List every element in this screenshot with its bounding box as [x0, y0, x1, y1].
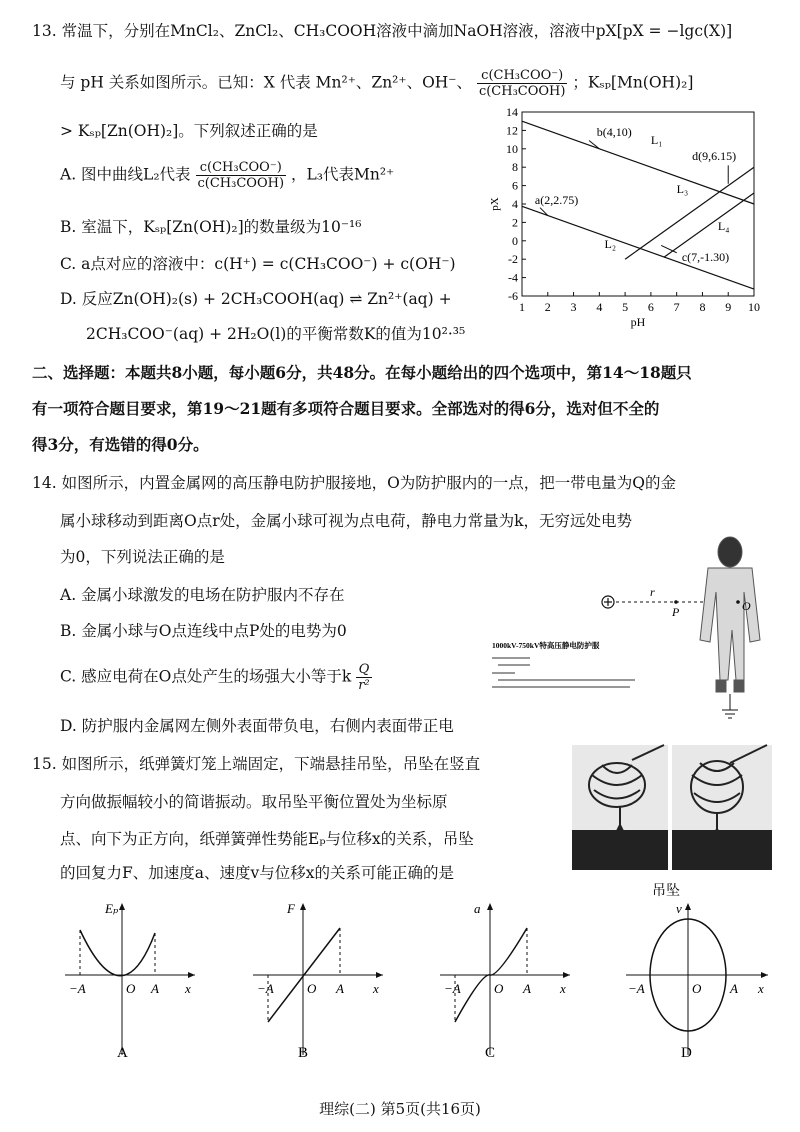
q14-option-d: D. 防护服内金属网左侧外表面带负电，右侧内表面带正电 [60, 717, 454, 735]
q15-graph-d [618, 895, 778, 1065]
annotation-label: c(7,-1.30) [681, 250, 730, 265]
q13-option-a-post: ，L₃代表Mn²⁺ [290, 165, 395, 184]
suit-spec-lines [492, 658, 635, 687]
q15-stem-line4: 的回复力F、加速度a、速度v与位移x的关系可能正确的是 [60, 864, 454, 882]
q14-stem-line1: 14. 如图所示，内置金属网的高压静电防护服接地，O为防护服内的一点，把一带电量为Q的金 [32, 474, 676, 492]
q13-option-a-pre: A. 图中曲线L₂代表 [60, 165, 191, 184]
graph-c-pos: A [523, 981, 531, 996]
section2-line3: 得3分，有选错的得0分。 [32, 435, 209, 454]
y-tick-label: 14 [506, 105, 518, 119]
q13-chart [488, 100, 768, 340]
page-footer: 理综(二) 第5页(共16页) [319, 1100, 481, 1118]
y-tick-label: 12 [506, 123, 518, 138]
photo-caption: 吊坠 [652, 884, 680, 899]
graph-c-neg: −A [444, 981, 461, 996]
section2-line2: 有一项符合题目要求，第19～21题有多项符合题目要求。全部选对的得6分，选对但不全的 [32, 399, 660, 418]
q15-stem-line2: 方向做振幅较小的简谐振动。取吊坠平衡位置处为坐标原 [60, 793, 448, 811]
x-tick-label: 3 [570, 300, 577, 314]
graph-b-xaxis: x [373, 981, 379, 996]
y-tick-label: 2 [512, 215, 518, 230]
q14-option-c-pre: C. 感应电荷在O点处产生的场强大小等于k [60, 667, 352, 686]
q14-option-b: B. 金属小球与O点连线中点P处的电势为0 [60, 622, 347, 640]
q13-stem-line3: > Kₛₚ[Zn(OH)₂]。下列叙述正确的是 [60, 122, 318, 140]
q14-stem-line3: 为0，下列说法正确的是 [60, 548, 225, 566]
lantern-photo [572, 745, 772, 905]
graph-c-yaxis: a [474, 901, 481, 916]
annotation-label: b(4,10) [596, 124, 632, 139]
annotation-label: a(2,2.75) [534, 193, 579, 207]
x-tick-label: 4 [596, 300, 603, 314]
suit-title: 1000kV-750kV特高压静电防护服 [492, 641, 600, 650]
protective-suit-icon [700, 537, 760, 692]
x-tick-label: 2 [544, 300, 551, 314]
graph-d-xaxis: x [758, 981, 764, 996]
x-axis-label: pH [630, 315, 646, 329]
x-tick-label: 8 [699, 300, 706, 314]
y-axis-label: pX [489, 197, 501, 211]
y-tick-label: 6 [512, 178, 518, 193]
q15-graph-a [55, 895, 205, 1065]
q14-option-a: A. 金属小球激发的电场在防护服内不存在 [60, 586, 345, 604]
graph-b-pos: A [336, 981, 344, 996]
q14-stem-line2: 属小球移动到距离O点r处，金属小球可视为点电荷，静电力常量为k，无穷远处电势 [60, 512, 633, 530]
graph-a-neg: −A [69, 981, 86, 996]
q13-option-a-fraction [196, 160, 287, 191]
x-tick-label: 5 [622, 300, 629, 314]
label-P: P [672, 605, 680, 619]
curve-a [80, 930, 155, 976]
x-tick-label: 9 [725, 300, 732, 314]
q14-figure [492, 530, 780, 740]
graph-c-letter: C [485, 1045, 496, 1061]
annotation-label: d(9,6.15) [692, 148, 737, 163]
graph-a-pos: A [151, 981, 159, 996]
line-label: L₂ [604, 237, 617, 252]
y-tick-label: 4 [512, 197, 518, 211]
y-tick-label: 8 [512, 160, 518, 175]
label-O: O [742, 599, 751, 613]
section2-line1: 二、选择题：本题共8小题，每小题6分，共48分。在每小题给出的四个选项中，第14～18题只 [32, 363, 692, 382]
graph-c-origin: O [494, 981, 504, 996]
y-tick-label: 10 [506, 141, 518, 156]
graph-a-yaxis: Eₚ [105, 901, 119, 916]
graph-b-origin: O [307, 981, 317, 996]
x-tick-label: 1 [519, 300, 525, 314]
graph-d-neg: −A [628, 981, 645, 996]
graph-a-origin: O [126, 981, 136, 996]
y-tick-label: -4 [508, 270, 518, 285]
q13-stem-line2b: ；Kₛₚ[Mn(OH)₂] [572, 73, 694, 92]
q13-stem-line2 [60, 68, 693, 99]
line-label: L₁ [650, 133, 663, 148]
series-line-l4 [664, 193, 754, 257]
q14-option-c-den: r² [358, 678, 370, 693]
graph-b-yaxis: F [287, 901, 295, 916]
q14-option-c-fraction [356, 662, 371, 693]
x-tick-label: 7 [673, 300, 680, 314]
label-r: r [650, 585, 655, 599]
graph-c-xaxis: x [560, 981, 566, 996]
q13-option-a-num: c(CH₃COO⁻) [196, 160, 287, 176]
y-tick-label: -6 [508, 289, 518, 303]
q13-ratio-num: c(CH₃COO⁻) [477, 68, 568, 84]
graph-d-letter: D [681, 1045, 692, 1061]
q13-stem-line2a: 与 pH 关系如图所示。已知：X 代表 Mn²⁺、Zn²⁺、OH⁻、 [60, 73, 472, 92]
graph-a-letter: A [117, 1045, 128, 1061]
graph-d-yaxis: v [676, 901, 682, 916]
graph-b-letter: B [298, 1045, 309, 1061]
q15-stem-line1: 15. 如图所示，纸弹簧灯笼上端固定，下端悬挂吊坠，吊坠在竖直 [32, 755, 481, 773]
q13-ratio-fraction [477, 68, 568, 99]
q13-option-d-line1: D. 反应Zn(OH)₂(s) + 2CH₃COOH(aq) ⇌ Zn²⁺(aq) + [60, 290, 452, 308]
q13-option-a-den: c(CH₃COOH) [197, 176, 285, 191]
line-label: L₃ [676, 181, 689, 196]
q15-graph-b [243, 895, 393, 1065]
y-tick-label: -2 [508, 252, 518, 267]
graph-d-origin: O [692, 981, 702, 996]
y-tick-label: 0 [512, 233, 518, 248]
x-tick-label: 6 [647, 300, 654, 314]
q13-option-d-line2: 2CH₃COO⁻(aq) + 2H₂O(l)的平衡常数K的值为10²·³⁵ [86, 325, 466, 343]
q15-stem-line3: 点、向下为正方向，纸弹簧弹性势能Eₚ与位移x的关系，吊坠 [60, 830, 474, 848]
q13-option-b: B. 室温下，Kₛₚ[Zn(OH)₂]的数量级为10⁻¹⁶ [60, 218, 362, 236]
graph-d-pos: A [730, 981, 738, 996]
q14-option-c [60, 662, 372, 693]
q14-option-c-num: Q [356, 662, 371, 678]
q13-option-a [60, 160, 394, 191]
q13-stem-line1: 13. 常温下，分别在MnCl₂、ZnCl₂、CH₃COOH溶液中滴加NaOH溶液，溶液中pX[pX = −lgc(X)] [32, 22, 733, 40]
q13-option-c: C. a点对应的溶液中：c(H⁺) = c(CH₃COO⁻) + c(OH⁻) [60, 255, 456, 273]
x-tick-label: 10 [748, 300, 760, 314]
graph-a-xaxis: x [185, 981, 191, 996]
line-label: L₄ [717, 218, 730, 233]
q15-graph-c [430, 895, 580, 1065]
q13-ratio-den: c(CH₃COOH) [478, 84, 566, 99]
graph-b-neg: −A [257, 981, 274, 996]
